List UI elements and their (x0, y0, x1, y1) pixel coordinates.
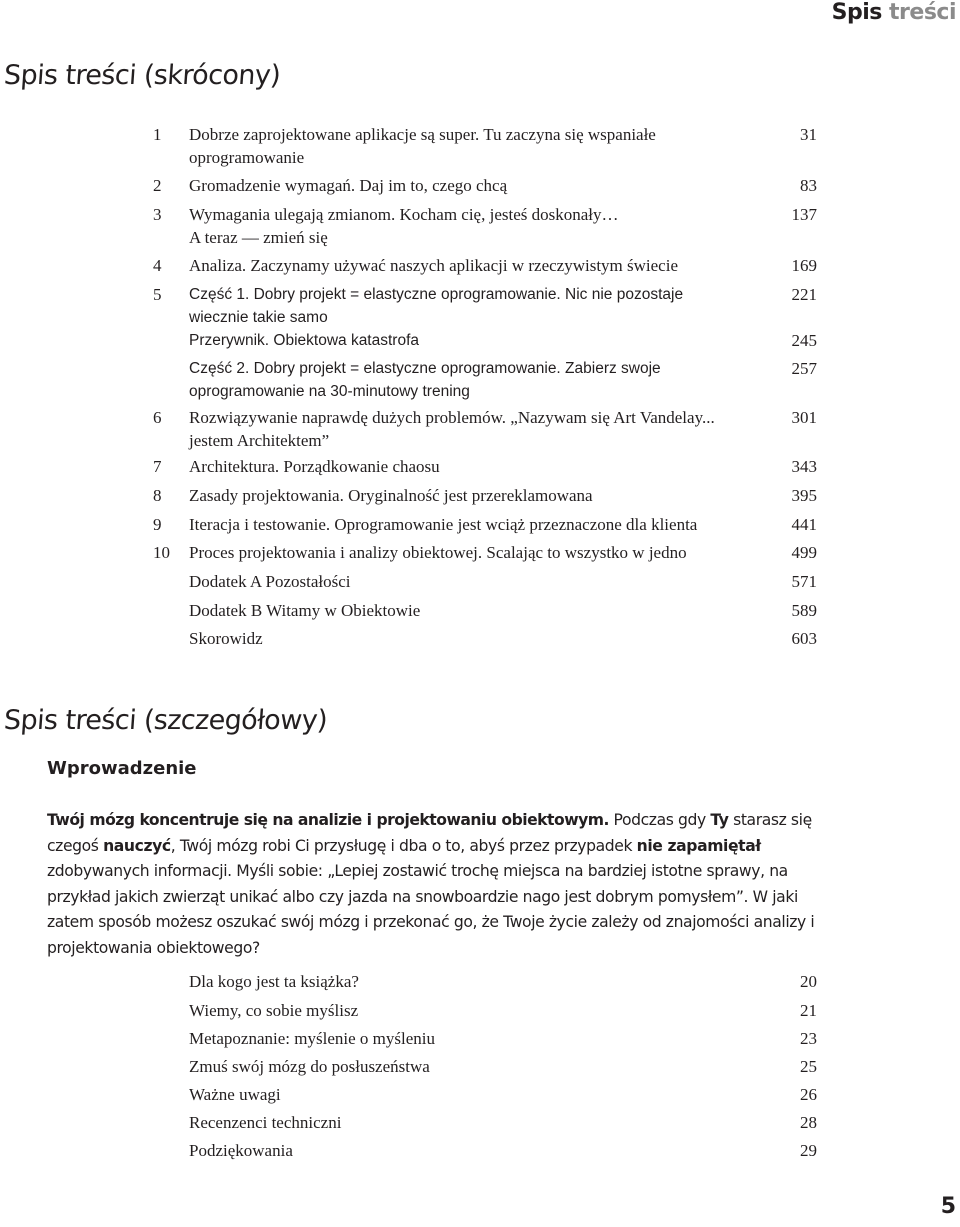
page-ref: 25 (800, 1057, 817, 1076)
chapter-title (189, 599, 719, 622)
chapter-title-line: oprogramowanie na 30-minutowy trening (189, 383, 470, 400)
page-ref: 28 (800, 1113, 817, 1132)
page-ref: 499 (791, 543, 817, 562)
chapter-title (189, 203, 719, 249)
chapter-title (189, 174, 719, 197)
page-ref: 343 (791, 457, 817, 476)
section-title: Zmuś swój mózg do posłuszeństwa (189, 1057, 430, 1076)
intro-lead: Twój mózg koncentruje się na analizie i projektowaniu obiektowym. (47, 811, 609, 829)
chapter-title-line: oprogramowanie (189, 148, 305, 167)
chapter-number: 4 (153, 256, 162, 275)
chapter-title (189, 513, 719, 536)
section-title: Wiemy, co sobie myślisz (189, 1001, 359, 1020)
page-ref: 21 (800, 1001, 817, 1020)
chapter-title (189, 406, 719, 452)
chapter-title-line: Rozwiązywanie naprawdę dużych problemów. „Nazywam się Art Vandelay... (189, 408, 715, 427)
page-ref: 169 (791, 256, 817, 275)
page-ref: 83 (800, 176, 817, 195)
page-ref: 395 (791, 486, 817, 505)
chapter-title-line: Dodatek B Witamy w Obiektowie (189, 601, 421, 620)
chapter-title (189, 570, 719, 593)
chapter-title-line: Architektura. Porządkowanie chaosu (189, 457, 440, 476)
chapter-title (189, 254, 719, 277)
chapter-title-line: Proces projektowania i analizy obiektowej. Scalając to wszystko w jedno (189, 543, 687, 562)
page-ref: 29 (800, 1141, 817, 1160)
page-ref: 571 (791, 572, 817, 591)
chapter-title-line: Część 2. Dobry projekt = elastyczne oprogramowanie. Zabierz swoje (189, 360, 661, 377)
intro-subheading: Wprowadzenie (47, 758, 197, 779)
page-ref: 301 (791, 408, 817, 427)
page-ref: 26 (800, 1085, 817, 1104)
chapter-title-line: Skorowidz (189, 629, 263, 648)
page-ref: 441 (791, 515, 817, 534)
page-ref: 221 (791, 285, 817, 304)
chapter-title-line: Przerywnik. Obiektowa katastrofa (189, 332, 420, 349)
page-ref: 31 (800, 125, 817, 144)
chapter-number: 5 (153, 285, 162, 304)
page-ref: 603 (791, 629, 817, 648)
chapter-title-line: wiecznie takie samo (189, 309, 328, 326)
chapter-title-line: Dobrze zaprojektowane aplikacje są super. Tu zaczyna się wspaniałe (189, 125, 656, 144)
chapter-title-line: Część 1. Dobry projekt = elastyczne oprogramowanie. Nic nie pozostaje (189, 286, 684, 303)
section-title: Dla kogo jest ta książka? (189, 972, 359, 991)
chapter-title (189, 329, 719, 352)
page-ref: 245 (791, 331, 817, 350)
intro-text-3: , Twój mózg robi Ci przysługę i dba o to, abyś przez przypadek (170, 836, 637, 855)
chapter-title (189, 123, 719, 169)
chapter-number: 2 (153, 176, 162, 195)
running-head (832, 0, 956, 25)
intro-paragraph (47, 808, 837, 961)
running-head-light: treści (889, 0, 956, 25)
running-head-bold: Spis (831, 0, 882, 25)
page-ref: 257 (791, 359, 817, 378)
section-title: Metapoznanie: myślenie o myśleniu (189, 1029, 435, 1048)
intro-text-2: starasz się czegoś (47, 811, 812, 855)
chapter-number: 1 (153, 125, 162, 144)
detail-toc-title: Spis treści (szczegółowy) (2, 705, 329, 736)
chapter-title-line: Iteracja i testowanie. Oprogramowanie jest wciąż przeznaczone dla klienta (189, 515, 698, 534)
chapter-title (189, 283, 719, 329)
chapter-title (189, 357, 719, 403)
chapter-title-line: Dodatek A Pozostałości (189, 572, 351, 591)
chapter-title-line: Analiza. Zaczynamy używać naszych aplikacji w rzeczywistym świecie (189, 256, 678, 275)
section-title: Ważne uwagi (189, 1085, 281, 1104)
page-ref: 137 (791, 205, 817, 224)
chapter-title (189, 484, 719, 507)
section-title: Recenzenci techniczni (189, 1113, 342, 1132)
intro-bold-3: nie zapamiętał (636, 836, 761, 855)
short-toc-title: Spis treści (skrócony) (2, 60, 282, 91)
chapter-title-line: jestem Architektem” (189, 431, 330, 450)
chapter-title-line: Gromadzenie wymagań. Daj im to, czego chcą (189, 176, 508, 195)
chapter-title (189, 541, 719, 564)
intro-bold-1: Ty (710, 811, 729, 829)
chapter-number: 9 (153, 515, 162, 534)
page-ref: 23 (800, 1029, 817, 1048)
chapter-number: 8 (153, 486, 162, 505)
page-number: 5 (940, 1194, 956, 1219)
chapter-title (189, 455, 719, 478)
chapter-number: 6 (153, 408, 162, 427)
intro-text-1: Podczas gdy (608, 811, 711, 829)
chapter-number: 3 (153, 205, 162, 224)
chapter-number: 7 (153, 457, 162, 476)
intro-text-4: zdobywanych informacji. Myśli sobie: „Lepiej zostawić trochę miejsca na bardziej istotne sprawy, na przykład jakich zwierząt unikać albo czy jazda na snowboardzie nago jest dobrym pomysłem”. W jaki zatem sposób możesz oszukać swój mózg i przekonać go, że Twoje życie zależy od znajomości analizy i projektowania obiektowego? (47, 862, 815, 957)
page-ref: 589 (791, 601, 817, 620)
chapter-title (189, 627, 719, 650)
chapter-title-line: A teraz — zmień się (189, 228, 328, 247)
section-title: Podziękowania (189, 1141, 293, 1160)
chapter-title-line: Zasady projektowania. Oryginalność jest przereklamowana (189, 486, 593, 505)
chapter-title-line: Wymagania ulegają zmianom. Kocham cię, jesteś doskonały… (189, 205, 619, 224)
intro-bold-2: nauczyć (103, 836, 171, 855)
chapter-number: 10 (153, 543, 170, 562)
page-ref: 20 (800, 972, 817, 991)
